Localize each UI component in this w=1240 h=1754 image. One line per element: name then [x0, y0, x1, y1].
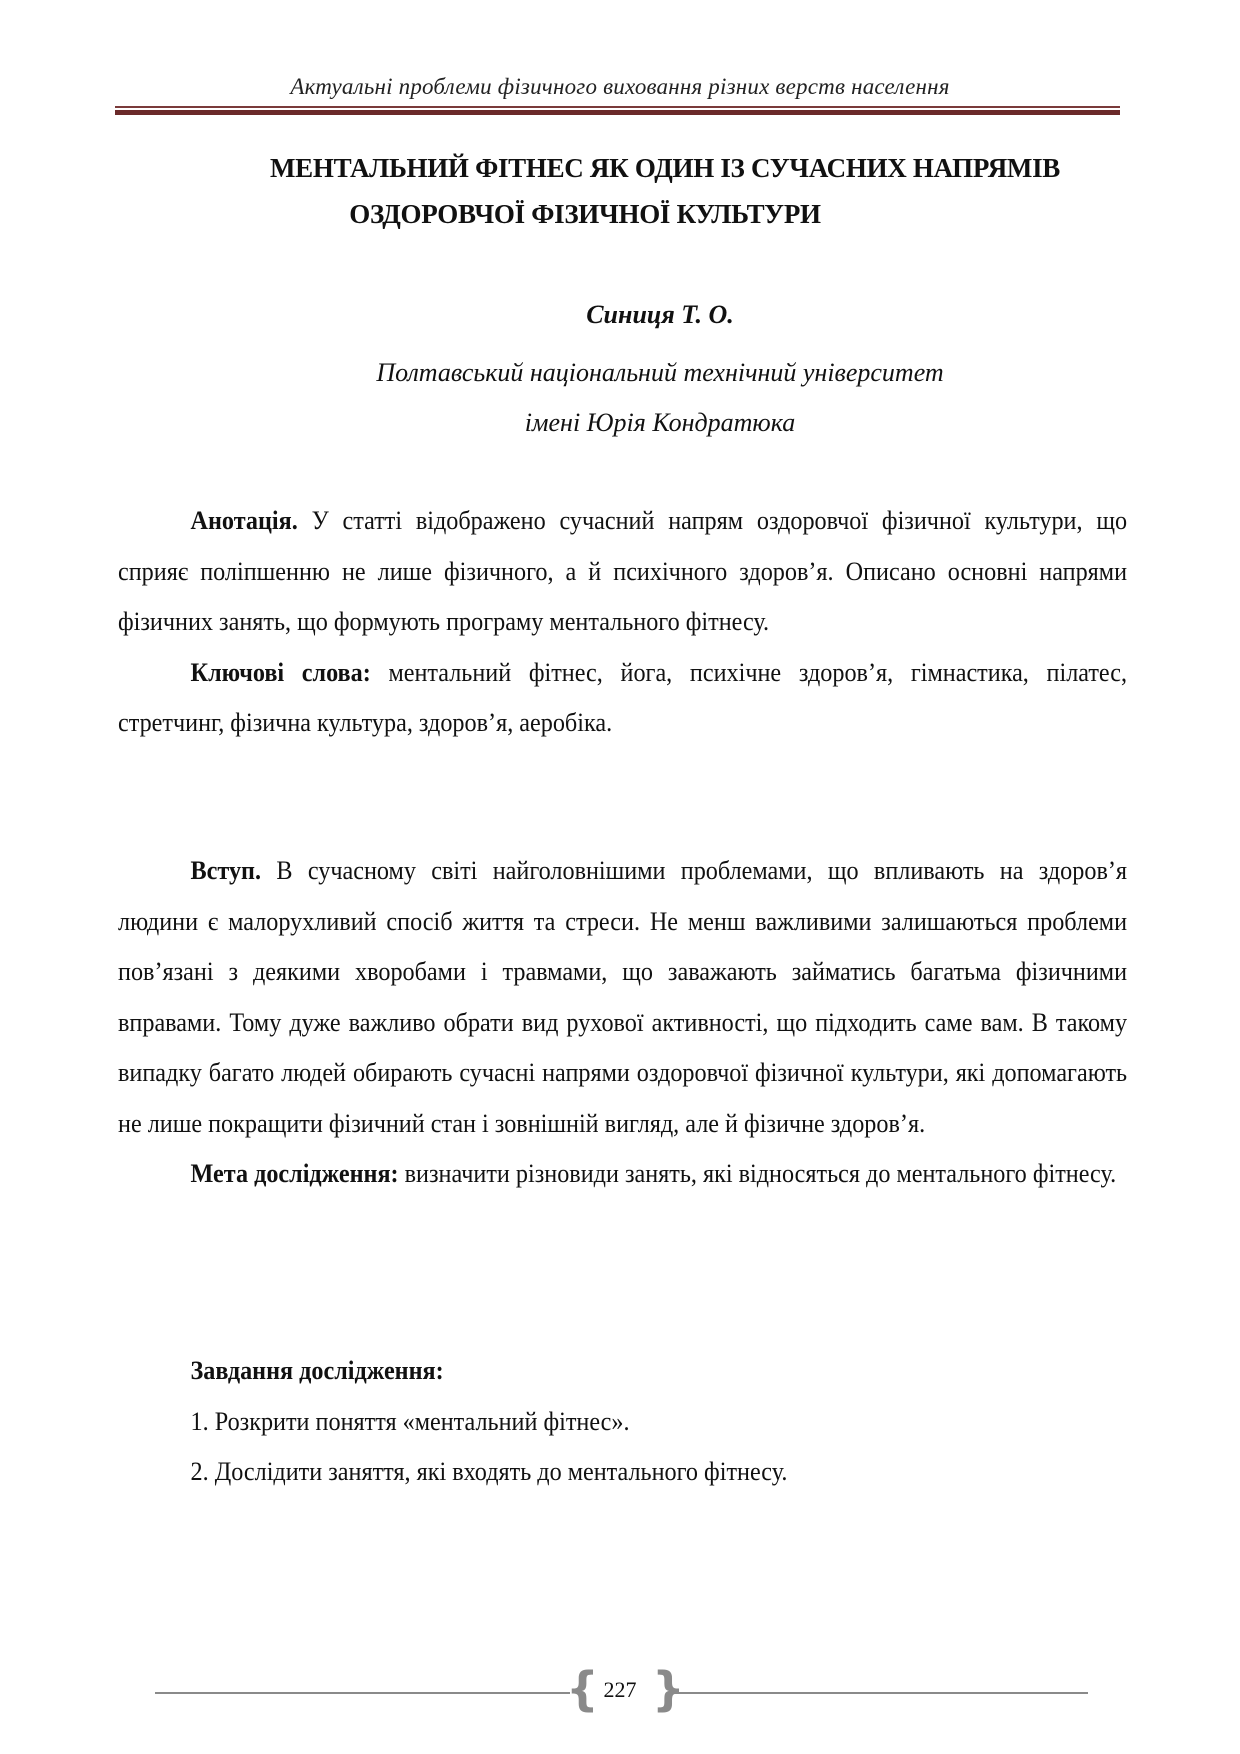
title-line-1: МЕНТАЛЬНИЙ ФІТНЕС ЯК ОДИН ІЗ СУЧАСНИХ НАПРЯМІВ [269, 153, 1061, 183]
research-task-item: 1. Розкрити поняття «ментальний фітнес». [190, 1406, 630, 1436]
keywords-paragraph [118, 648, 1127, 749]
header-rule-thick [115, 110, 1120, 115]
article-title [150, 145, 1110, 237]
footer-rule-right [668, 1692, 1088, 1694]
running-head: Актуальні проблеми фізичного виховання різних верств населення [290, 74, 950, 99]
header-rule-thin [115, 106, 1120, 108]
introduction-text: В сучасному світі найголовнішими проблемами, що впливають на здоров’я людини є малорухливий спосіб життя та стреси. Не менш важливими залишаються проблеми пов’язані з деякими хворобами і травмами, що заважають займатись багатьма фізичними вправами. Тому дуже важливо обрати вид рухової активності, що підходить саме вам. В такому випадку багато людей обирають сучасні напрями оздоровчої фізичної культури, які допомагають не лише покращити фізичний стан і зовнішній вигляд, але й фізичне здоров’я. [118, 856, 1128, 1138]
left-brace-ornament: { [566, 1662, 599, 1716]
affiliation-line-1: Полтавський національний технічний університет [376, 358, 944, 387]
footer-rule-left [155, 1692, 570, 1694]
research-tasks-section [118, 1346, 1127, 1498]
keywords-label: Ключові слова: [190, 657, 371, 687]
research-goal-text: визначити різновиди занять, які відносяться до ментального фітнесу. [398, 1159, 1117, 1188]
affiliation-line-2: імені Юрія Кондратюка [524, 408, 796, 437]
abstract-paragraph [118, 496, 1127, 648]
page-number: 227 [603, 1677, 637, 1702]
introduction-label: Вступ. [190, 856, 262, 885]
research-task-item: 2. Дослідити заняття, які входять до ментального фітнесу. [190, 1457, 788, 1486]
abstract-label: Анотація. [190, 506, 298, 535]
keywords-text: ментальний фітнес, йога, психічне здоров’я, гімнастика, пілатес, стретчинг, фізична культура, здоров’я, аеробіка. [118, 657, 1128, 737]
abstract-section [118, 496, 1127, 749]
title-line-2: ОЗДОРОВЧОЇ ФІЗИЧНОЇ КУЛЬТУРИ [349, 199, 821, 229]
affiliation [0, 348, 1240, 448]
introduction-paragraph [118, 846, 1127, 1149]
author-name: Синиця Т. О. [586, 300, 734, 329]
research-goal-label: Мета дослідження: [190, 1159, 399, 1188]
introduction-section [118, 846, 1127, 1200]
research-goal-paragraph [118, 1149, 1127, 1200]
abstract-text: У статті відображено сучасний напрям оздоровчої фізичної культури, що сприяє поліпшенню не лише фізичного, а й психічного здоров’я. Описано основні напрями фізичних занять, що формують програму ментального фітнесу. [118, 506, 1128, 636]
right-brace-ornament: } [652, 1662, 685, 1716]
research-tasks-label: Завдання дослідження: [190, 1356, 444, 1385]
